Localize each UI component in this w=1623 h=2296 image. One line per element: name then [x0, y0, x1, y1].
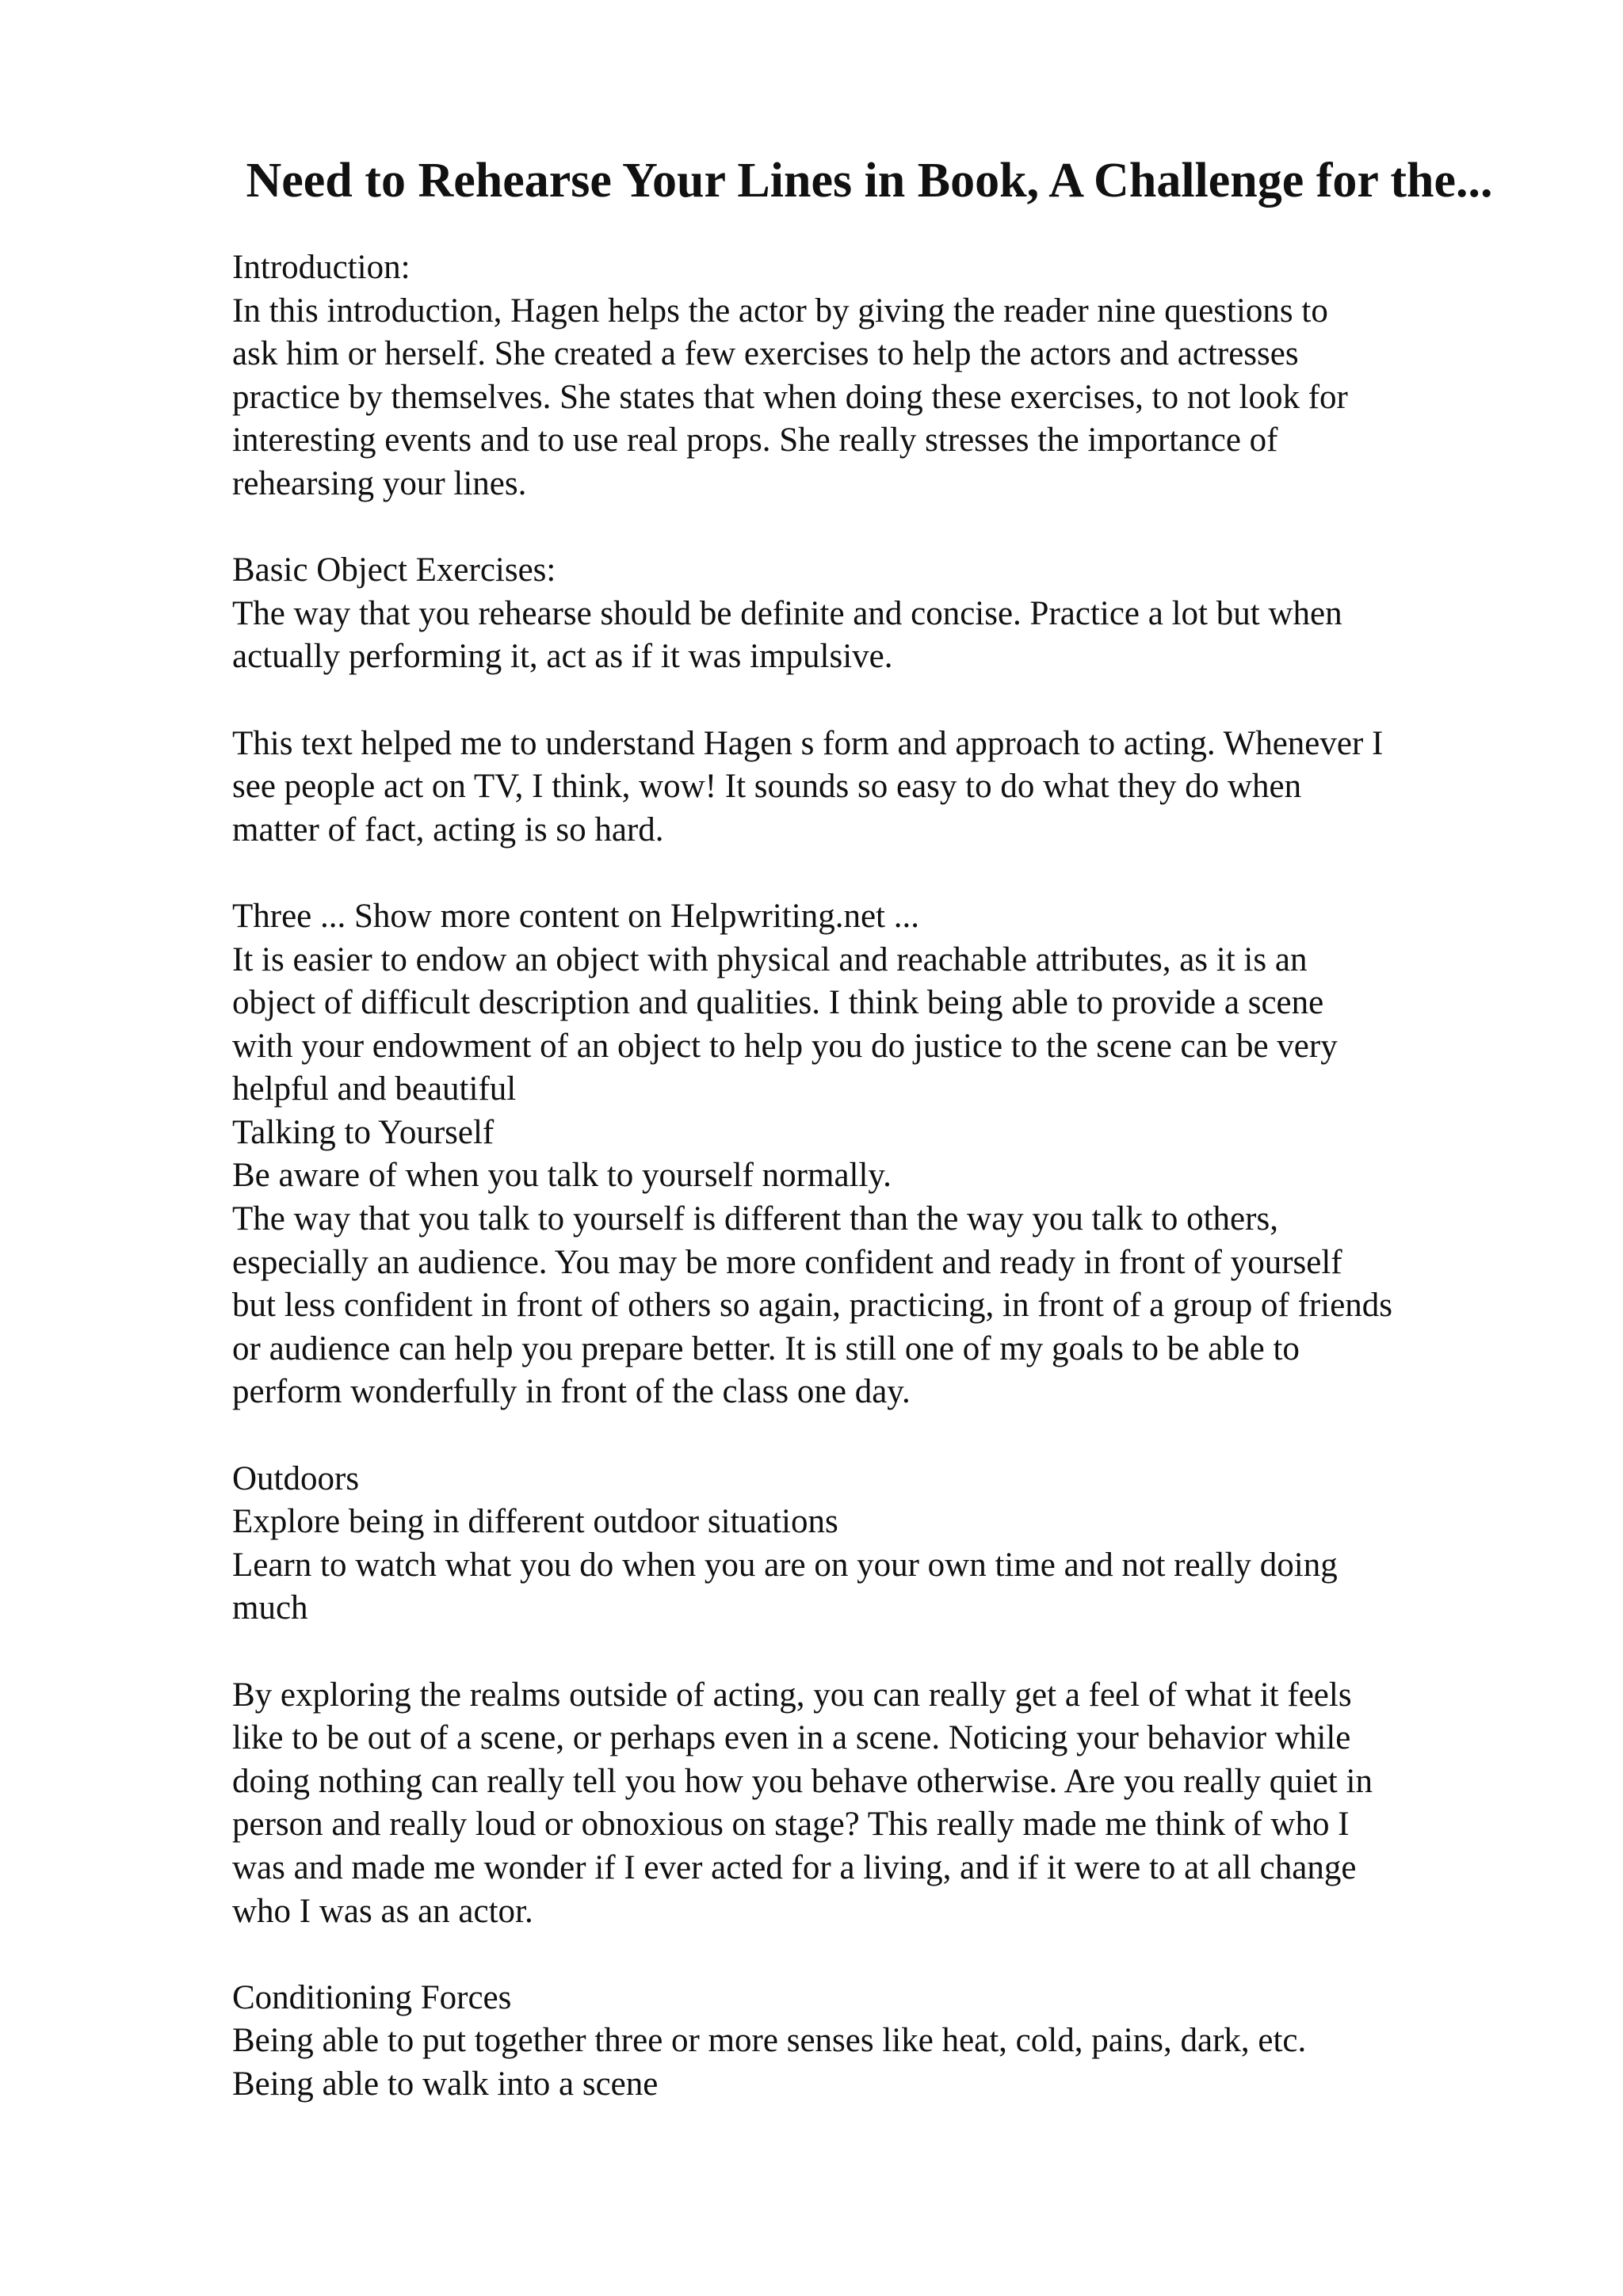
text-line: It is easier to endow an object with physical and reachable attributes, as it is an — [232, 940, 1308, 978]
text-line: By exploring the realms outside of acting, you can really get a feel of what it feels — [232, 1676, 1352, 1714]
text-line: object of difficult description and qualities. I think being able to provide a scene — [232, 984, 1324, 1022]
blank-line — [232, 1630, 1595, 1674]
text-line: Be aware of when you talk to yourself normally. — [232, 1157, 892, 1195]
text-line: person and really loud or obnoxious on stage? This really made me think of who I — [232, 1806, 1350, 1844]
text-line: was and made me wonder if I ever acted for a living, and if it were to at all change — [232, 1848, 1357, 1886]
text-line: who I was as an actor. — [232, 1892, 533, 1930]
text-line: Outdoors — [232, 1459, 360, 1497]
page-title: Need to Rehearse Your Lines in Book, A Challenge for the... — [246, 154, 1493, 208]
text-line: Explore being in different outdoor situations — [232, 1503, 838, 1541]
text-line: helpful and beautiful — [232, 1070, 517, 1108]
text-line: Basic Object Exercises: — [232, 551, 556, 589]
text-line: doing nothing can really tell you how you behave otherwise. Are you really quiet in — [232, 1762, 1373, 1800]
text-line: with your endowment of an object to help you do justice to the scene can be very — [232, 1027, 1338, 1065]
text-line: In this introduction, Hagen helps the actor by giving the reader nine questions to — [232, 292, 1328, 330]
document-body — [232, 246, 1595, 2107]
text-line: practice by themselves. She states that when doing these exercises, to not look for — [232, 378, 1348, 416]
text-line: ask him or herself. She created a few exercises to help the actors and actresses — [232, 335, 1299, 373]
text-line: This text helped me to understand Hagen s form and approach to acting. Whenever I — [232, 724, 1384, 762]
text-line: Introduction: — [232, 249, 411, 286]
text-line: but less confident in front of others so again, practicing, in front of a group of friends — [232, 1287, 1393, 1325]
text-line: Being able to put together three or more senses like heat, cold, pains, dark, etc. — [232, 2022, 1307, 2060]
text-line: like to be out of a scene, or perhaps even in a scene. Noticing your behavior while — [232, 1719, 1351, 1757]
text-line: much — [232, 1589, 308, 1627]
blank-line — [232, 1414, 1595, 1458]
text-line: The way that you talk to yourself is different than the way you talk to others, — [232, 1200, 1278, 1238]
text-line: Conditioning Forces — [232, 1978, 512, 2016]
blank-line — [232, 506, 1595, 550]
text-line: interesting events and to use real props. She really stresses the importance of — [232, 421, 1278, 460]
text-line: Three ... Show more content on Helpwriting.net ... — [232, 897, 919, 935]
text-line: Learn to watch what you do when you are on your own time and not really doing — [232, 1546, 1338, 1584]
blank-line — [232, 1933, 1595, 1977]
text-line: actually performing it, act as if it was impulsive. — [232, 638, 893, 676]
blank-line — [232, 679, 1595, 723]
text-line: Talking to Yourself — [232, 1113, 495, 1151]
text-line: see people act on TV, I think, wow! It sounds so easy to do what they do when — [232, 768, 1302, 806]
text-line: or audience can help you prepare better. It is still one of my goals to be able to — [232, 1329, 1300, 1367]
text-line: matter of fact, acting is so hard. — [232, 810, 664, 849]
text-line: rehearsing your lines. — [232, 464, 527, 502]
text-line: perform wonderfully in front of the class one day. — [232, 1373, 911, 1411]
blank-line — [232, 852, 1595, 895]
text-line: The way that you rehearse should be definite and concise. Practice a lot but when — [232, 594, 1342, 632]
text-line: Being able to walk into a scene — [232, 2065, 659, 2103]
text-line: especially an audience. You may be more confident and ready in front of yourself — [232, 1243, 1342, 1281]
